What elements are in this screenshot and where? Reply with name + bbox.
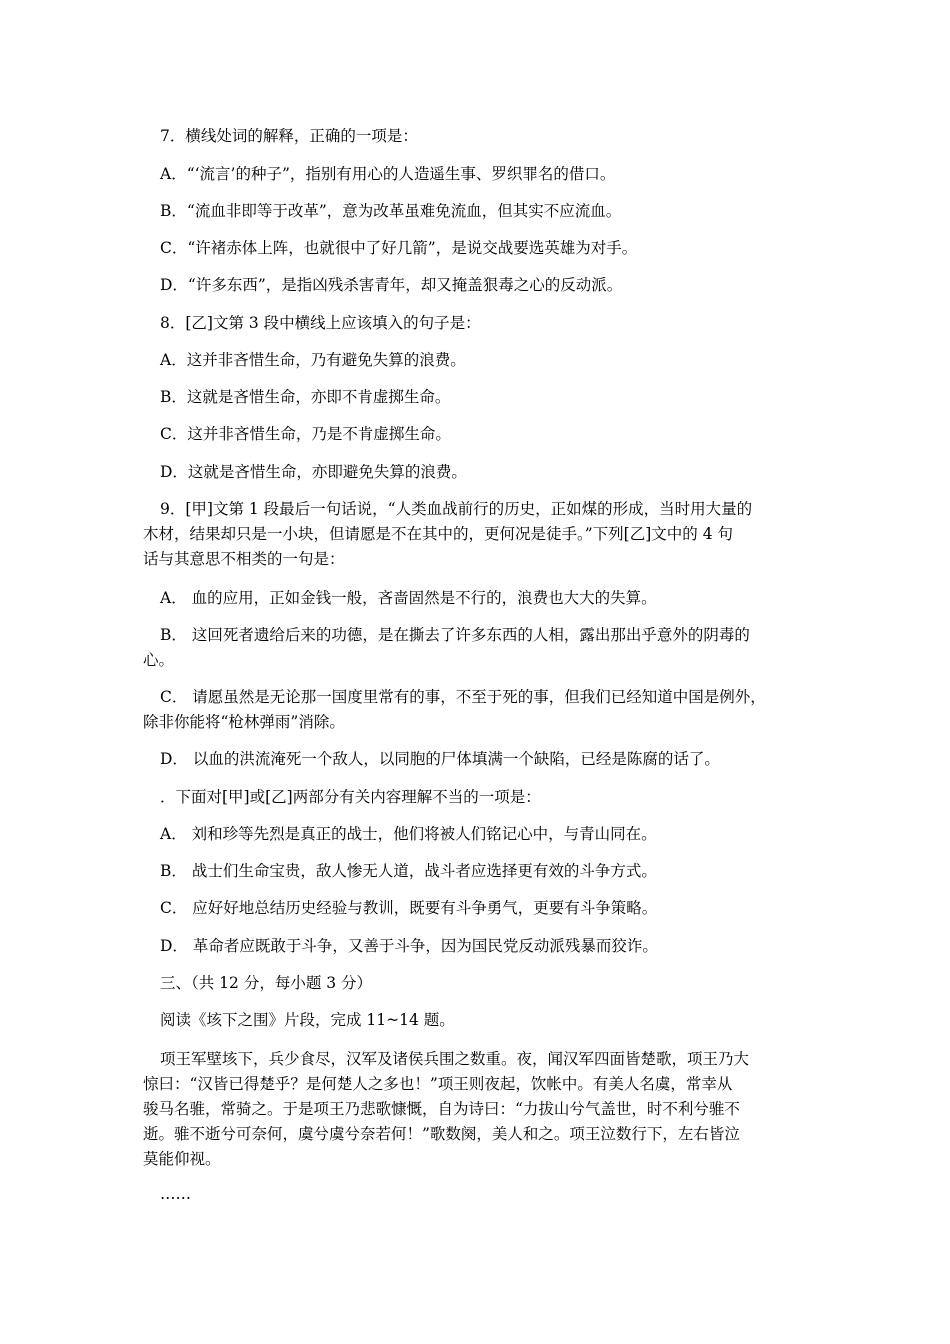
q9-option-b-line-1: B． 这回死者遗给后来的功德，是在撕去了许多东西的人相，露出那出乎意外的阴毒的 [160,626,750,644]
passage-ellipsis: …… [160,1185,191,1203]
q10-option-c: C． 应好好地总结历史经验与教训，既要有斗争勇气，更要有斗争策略。 [160,899,658,917]
passage-line-2: 惊曰：“汉皆已得楚乎？是何楚人之多也！”项王则夜起，饮帐中。有美人名虞，常幸从 [143,1075,733,1093]
passage-line-1: 项王军壁垓下，兵少食尽，汉军及诸侯兵围之数重。夜，闻汉军四面皆楚歌，项王乃大 [160,1050,750,1068]
q9-option-c-line-1: C． 请愿虽然是无论那一国度里常有的事，不至于死的事，但我们已经知道中国是例外， [160,688,766,706]
q7-option-d: D．“许多东西”，是指凶残杀害青年，却又掩盖狠毒之心的反动派。 [160,276,623,294]
passage-line-4: 逝。骓不逝兮可奈何，虞兮虞兮奈若何！”歌数阕，美人和之。项王泣数行下，左右皆泣 [143,1125,740,1143]
q8-option-c: C．这并非吝惜生命，乃是不肯虚掷生命。 [160,425,451,443]
passage-line-3: 骏马名骓，常骑之。于是项王乃悲歌慷慨，自为诗曰：“力拔山兮气盖世，时不利兮骓不 [143,1100,740,1118]
q9-stem-line-3: 话与其意思不相类的一句是： [143,550,345,568]
q10-option-a: A． 刘和珍等先烈是真正的战士，他们将被人们铭记心中，与青山同在。 [160,825,657,843]
q7-option-a: A．“‘流言’的种子”，指别有用心的人造遥生事、罗织罪名的借口。 [160,165,616,183]
section-3-instruction: 阅读《垓下之围》片段，完成 11~14 题。 [160,1011,455,1029]
q9-stem-line-2: 木材，结果却只是一小块，但请愿是不在其中的，更何况是徒手。”下列[乙]文中的 4 句 [143,525,733,543]
q10-option-b: B． 战士们生命宝贵，敌人惨无人道，战斗者应选择更有效的斗争方式。 [160,862,657,880]
passage-line-5: 莫能仰视。 [143,1150,221,1168]
q10-option-d: D． 革命者应既敢于斗争，又善于斗争，因为国民党反动派残暴而狡诈。 [160,937,658,955]
q8-option-b: B．这就是吝惜生命，亦即不肯虚掷生命。 [160,388,451,406]
q7-option-c: C．“许褚赤体上阵，也就很中了好几箭”，是说交战要选英雄为对手。 [160,239,638,257]
q9-option-b-line-2: 心。 [143,651,175,669]
q7-stem: 7．横线处词的解释，正确的一项是： [160,127,418,145]
q8-stem: 8．[乙]文第 3 段中横线上应该填入的句子是： [160,314,481,332]
q9-option-c-line-2: 除非你能将“枪林弹雨”消除。 [143,713,345,731]
q9-option-d: D． 以血的洪流淹死一个敌人，以同胞的尸体填满一个缺陷，已经是陈腐的话了。 [160,750,720,768]
q8-option-d: D．这就是吝惜生命，亦即避免失算的浪费。 [160,463,467,481]
q7-option-b: B．“流血非即等于改革”，意为改革虽难免流血，但其实不应流血。 [160,202,622,220]
q10-stem: ．下面对[甲]或[乙]两部分有关内容理解不当的一项是： [160,788,541,806]
q8-option-a: A．这并非吝惜生命，乃有避免失算的浪费。 [160,351,466,369]
q9-option-a: A． 血的应用，正如金钱一般，吝啬固然是不行的，浪费也大大的失算。 [160,589,657,607]
section-3-heading: 三、（共 12 分，每小题 3 分） [160,974,373,992]
q9-stem-line-1: 9．[甲]文第 1 段最后一句话说，“人类血战前行的历史，正如煤的形成，当时用大量的 [160,500,753,518]
